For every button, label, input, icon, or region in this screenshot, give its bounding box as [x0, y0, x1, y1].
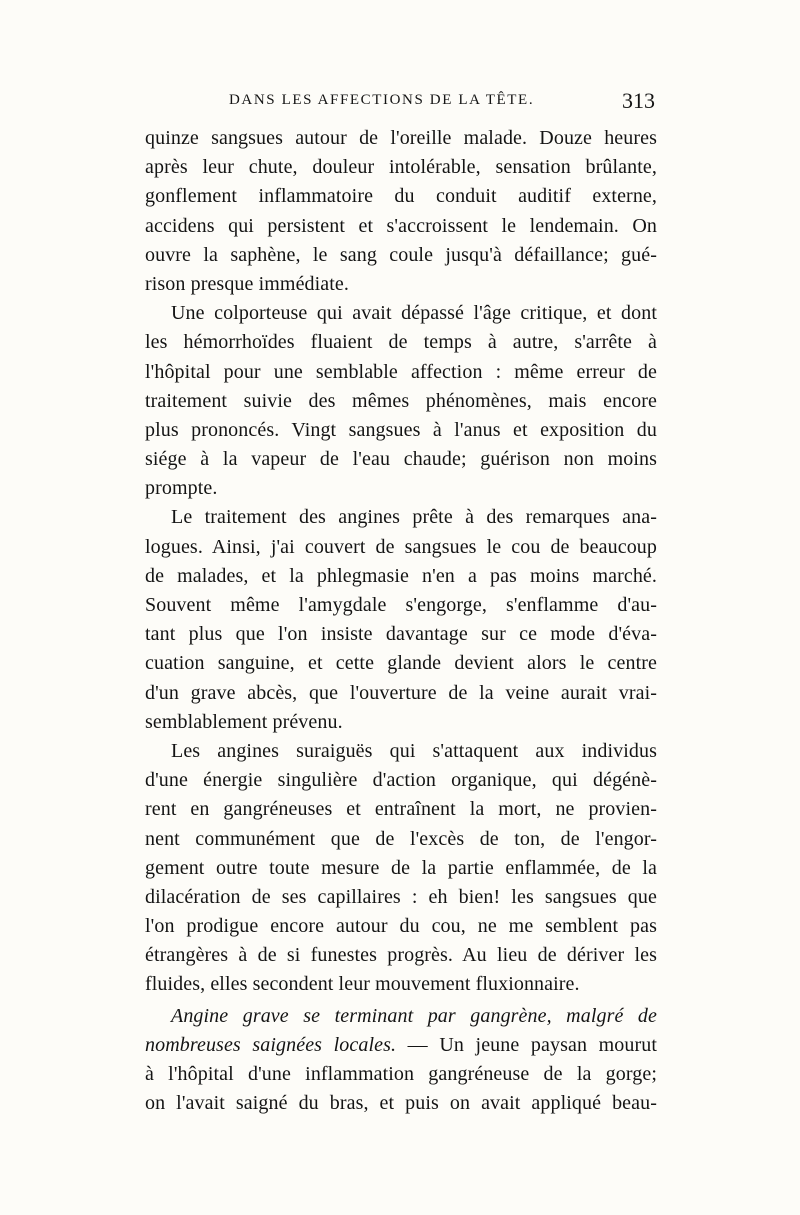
- paragraph-start: Les angines suraiguës qui s'attaquent aux individus: [171, 739, 657, 762]
- text-line: Souvent même l'amygdale s'engorge, s'enflamme d'au-: [145, 594, 657, 616]
- text-line: on l'avait saigné du bras, et puis on avait appliqué beau-: [145, 1092, 657, 1115]
- text-line: nent communément que de l'excès de ton, de l'engor-: [145, 827, 657, 850]
- text-line: l'hôpital pour une semblable affection : même erreur de: [145, 360, 657, 383]
- text-line: rent en gangréneuses et entraînent la mort, ne provien-: [145, 798, 657, 821]
- text-line: cuation sanguine, et cette glande devient alors le centre: [145, 652, 657, 675]
- text-line: les hémorrhoïdes fluaient de temps à autre, s'arrête à: [145, 331, 657, 354]
- text-line: accidens qui persistent et s'accroissent le lendemain. On: [145, 214, 657, 237]
- text-line: tant plus que l'on insiste davantage sur ce mode d'éva-: [145, 623, 657, 646]
- page-header: [145, 88, 655, 122]
- text-line: [145, 1031, 657, 1060]
- text-line: d'une énergie singulière d'action organique, qui dégénè-: [145, 769, 657, 792]
- paragraph-start: Le traitement des angines prête à des remarques ana-: [171, 506, 657, 529]
- body-text: [145, 124, 657, 1118]
- text-line: dilacération de ses capillaires : eh bien! les sangsues que: [145, 885, 657, 908]
- text-fragment: — Un jeune paysan mourut: [407, 1033, 657, 1056]
- text-line: quinze sangsues autour de l'oreille malade. Douze heures: [145, 127, 657, 149]
- text-line: gement outre toute mesure de la partie enflammée, de la: [145, 856, 657, 879]
- text-line: d'un grave abcès, que l'ouverture de la veine aurait vrai-: [145, 681, 657, 704]
- paragraph-start: Une colporteuse qui avait dépassé l'âge critique, et dont: [171, 302, 657, 325]
- text-line: rison presque immédiate.: [145, 272, 350, 295]
- case-heading: Angine grave se terminant par gangrène, malgré de: [171, 1004, 657, 1027]
- running-title: DANS LES AFFECTIONS DE LA TÊTE.: [229, 92, 535, 108]
- text-line: traitement suivie des mêmes phénomènes, mais encore: [145, 389, 657, 412]
- text-line: étrangères à de si funestes progrès. Au lieu de dériver les: [145, 944, 657, 967]
- text-line: fluides, elles secondent leur mouvement fluxionnaire.: [145, 973, 580, 996]
- text-line: l'on prodigue encore autour du cou, ne me semblent pas: [145, 915, 657, 938]
- text-line: après leur chute, douleur intolérable, sensation brûlante,: [145, 156, 657, 179]
- text-line: gonflement inflammatoire du conduit auditif externe,: [145, 185, 657, 208]
- text-line: semblablement prévenu.: [145, 710, 343, 733]
- text-line: siége à la vapeur de l'eau chaude; guérison non moins: [145, 448, 657, 471]
- text-line: prompte.: [145, 477, 218, 500]
- page-number: 313: [622, 88, 655, 113]
- text-line: de malades, et la phlegmasie n'en a pas moins marché.: [145, 564, 657, 587]
- case-heading-end: nombreuses saignées locales.: [145, 1033, 397, 1056]
- text-line: à l'hôpital d'une inflammation gangréneuse de la gorge;: [145, 1063, 657, 1085]
- text-line: plus prononcés. Vingt sangsues à l'anus et exposition du: [145, 418, 657, 441]
- text-line: logues. Ainsi, j'ai couvert de sangsues le cou de beaucoup: [145, 535, 657, 558]
- text-line: ouvre la saphène, le sang coule jusqu'à défaillance; gué-: [145, 243, 657, 266]
